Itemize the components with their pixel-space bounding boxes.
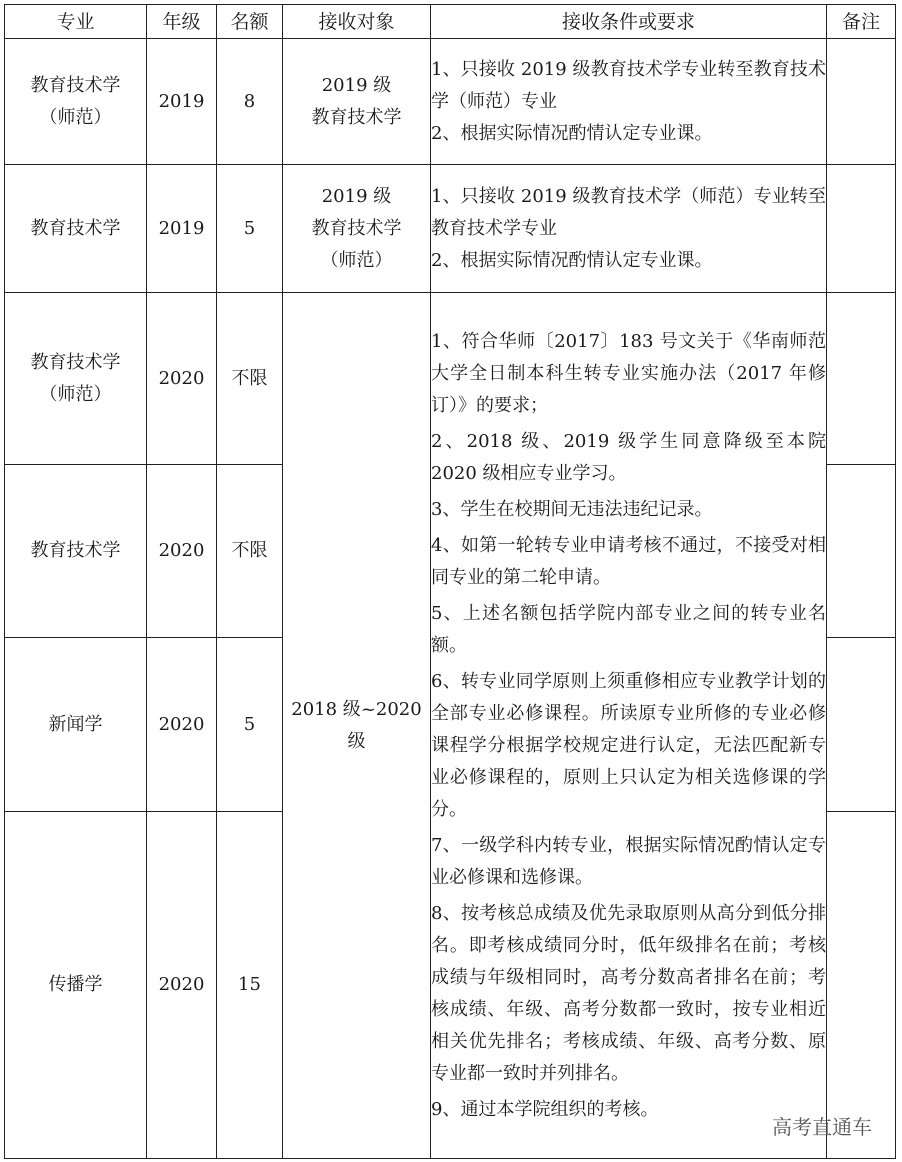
table-row xyxy=(5,39,896,165)
grade-cell: 2020 xyxy=(147,293,217,465)
shared-target-cell: 2018 级~2020 级 xyxy=(283,293,431,1159)
conditions-cell xyxy=(431,165,827,293)
quota-cell: 15 xyxy=(217,812,283,1159)
target-line: 2019 级 xyxy=(321,185,392,207)
header-row xyxy=(5,5,896,39)
remark-cell xyxy=(827,293,896,465)
condition-item: 4、如第一轮转专业申请考核不通过，不接受对相同专业的第二轮申请。 xyxy=(431,534,826,588)
header-conditions: 接收条件或要求 xyxy=(431,5,827,39)
condition-item: 9、通过本学院组织的考核。 xyxy=(431,1098,659,1120)
major-cell xyxy=(5,165,147,293)
major-cell xyxy=(5,465,147,638)
condition-item: 1、符合华师〔2017〕183 号文关于《华南师范大学全日制本科生转专业实施办法（2017 年修订）》的要求； xyxy=(431,330,826,416)
quota-cell: 5 xyxy=(217,165,283,293)
target-cell xyxy=(283,39,431,165)
header-grade: 年级 xyxy=(147,5,217,39)
major-line: 教育技术学 xyxy=(30,351,121,373)
remark-cell xyxy=(827,465,896,638)
grade-cell: 2020 xyxy=(147,812,217,1159)
admission-table xyxy=(4,4,896,1159)
condition-item: 1、只接收 2019 级教育技术学（师范）专业转至教育技术学专业 xyxy=(431,185,826,239)
grade-cell: 2019 xyxy=(147,165,217,293)
condition-item: 2、根据实际情况酌情认定专业课。 xyxy=(431,122,713,144)
major-line: 新闻学 xyxy=(48,713,103,735)
major-line: 教育技术学 xyxy=(30,540,121,561)
major-line: 教育技术学 xyxy=(30,74,121,96)
conditions-cell xyxy=(431,39,827,165)
major-line: （师范） xyxy=(39,383,112,405)
table-row xyxy=(5,165,896,293)
quota-cell: 不限 xyxy=(217,293,283,465)
remark-cell xyxy=(827,812,896,1159)
major-line: （师范） xyxy=(39,106,112,128)
target-line: 教育技术学 xyxy=(311,217,402,239)
header-remarks: 备注 xyxy=(827,5,896,39)
remark-cell xyxy=(827,165,896,293)
remark-cell xyxy=(827,638,896,812)
condition-item: 2、2018 级、2019 级学生同意降级至本院 2020 级相应专业学习。 xyxy=(431,430,826,484)
major-line: 传播学 xyxy=(48,974,103,995)
watermark: 高考直通车 xyxy=(772,1115,872,1139)
major-line: 教育技术学 xyxy=(30,217,121,239)
quota-cell: 5 xyxy=(217,638,283,812)
condition-item: 5、上述名额包括学院内部专业之间的转专业名额。 xyxy=(431,602,826,656)
remark-cell xyxy=(827,39,896,165)
condition-item: 8、按考核总成绩及优先录取原则从高分到低分排名。即考核成绩同分时，低年级排名在前；考核成绩与年级相同时，高考分数高者排名在前；考核成绩、年级、高考分数都一致时，按专业相近相关优先排名；考核成绩、年级、高考分数、原专业都一致时并列排名。 xyxy=(431,902,826,1084)
condition-item: 3、学生在校期间无违法违纪记录。 xyxy=(431,498,713,520)
grade-cell: 2020 xyxy=(147,638,217,812)
condition-item: 1、只接收 2019 级教育技术学专业转至教育技术学（师范）专业 xyxy=(431,58,826,112)
target-line: （师范） xyxy=(320,249,393,271)
condition-item: 7、一级学科内转专业，根据实际情况酌情认定专业必修课和选修课。 xyxy=(431,834,826,888)
major-cell xyxy=(5,638,147,812)
grade-cell: 2020 xyxy=(147,465,217,638)
condition-item: 2、根据实际情况酌情认定专业课。 xyxy=(431,249,713,271)
major-cell xyxy=(5,812,147,1159)
major-cell xyxy=(5,39,147,165)
header-major: 专业 xyxy=(5,5,147,39)
condition-item: 6、转专业同学原则上须重修相应专业教学计划的全部专业必修课程。所读原专业所修的专业必修课程学分根据学校规定进行认定，无法匹配新专业必修课程的，原则上只认定为相关选修课的学分。 xyxy=(431,670,826,820)
table-row xyxy=(5,293,896,465)
quota-cell: 8 xyxy=(217,39,283,165)
quota-cell: 不限 xyxy=(217,465,283,638)
shared-conditions-cell xyxy=(431,293,827,1159)
target-line: 教育技术学 xyxy=(311,106,402,128)
major-cell xyxy=(5,293,147,465)
header-target: 接收对象 xyxy=(283,5,431,39)
target-line: 2019 级 xyxy=(321,74,392,96)
header-quota: 名额 xyxy=(217,5,283,39)
target-cell xyxy=(283,165,431,293)
grade-cell: 2019 xyxy=(147,39,217,165)
